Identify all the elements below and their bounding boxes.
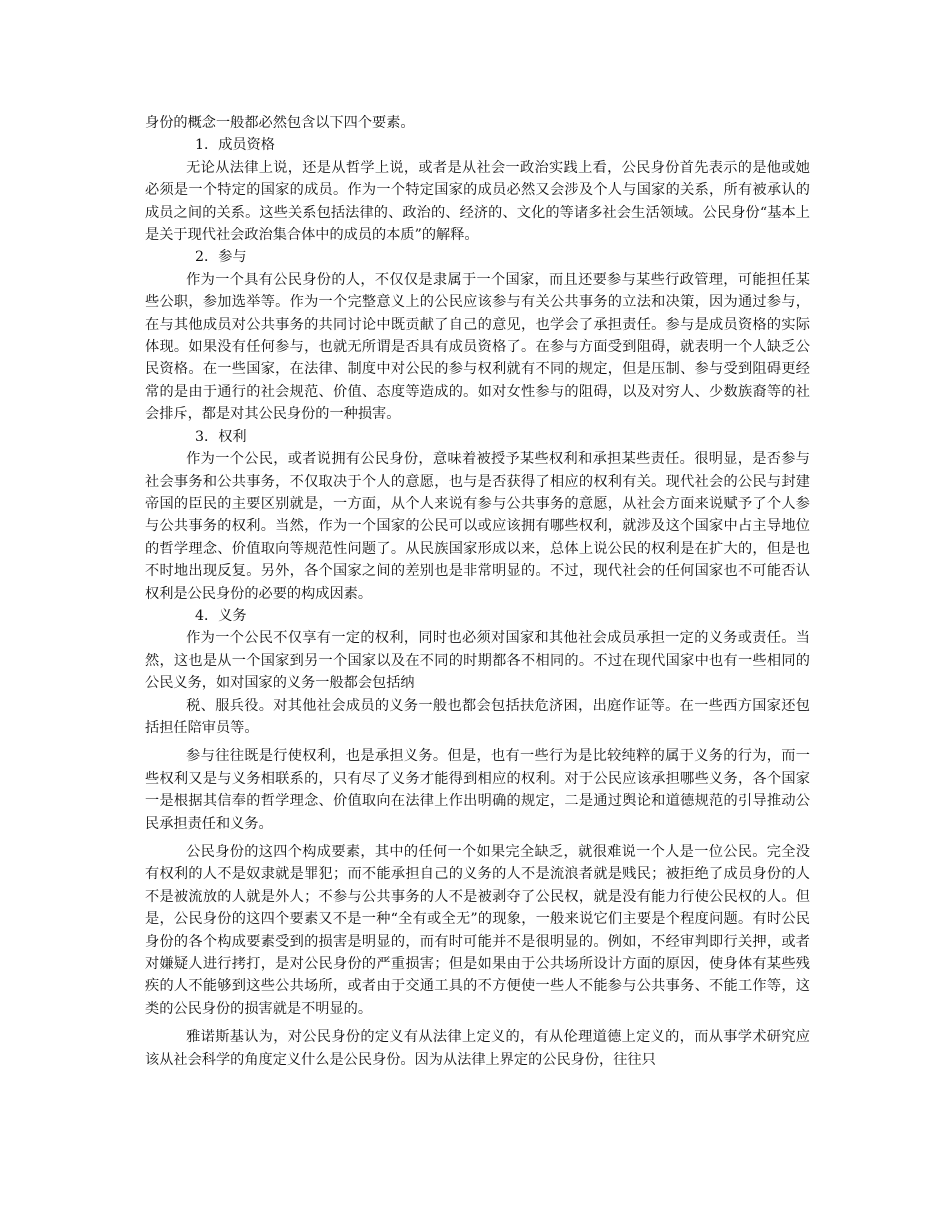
heading-membership: 1．成员资格: [195, 137, 275, 154]
paragraph-participation-duty: 参与往往既是行使权利，也是承担义务。但是，也有一些行为是比较纯粹的属于义务的行为，而一些权利又是与义务相联系的，只有尽了义务才能得到相应的权利。对于公民应该承担哪些义务，各个国家一是根据其信奉的哲学理念、价值取向在法律上作出明确的规定，二是通过舆论和道德规范的引导推动公民承担责任和义务。: [145, 748, 810, 832]
paragraph-duties: 作为一个公民不仅享有一定的权利，同时也必须对国家和其他社会成员承担一定的义务或责任。当然，这也是从一个国家到另一个国家以及在不同的时期都各不相同的。不过在现代国家中也有一些相同的公民义务，如对国家的义务一般都会包括纳: [145, 630, 810, 692]
paragraph-membership: 无论从法律上说，还是从哲学上说，或者是从社会一政治实践上看，公民身份首先表示的是他或她必须是一个特定的国家的成员。作为一个特定国家的成员必然又会涉及个人与国家的关系，所有被承认的成员之间的关系。这些关系包括法律的、政治的、经济的、文化的等诸多社会生活领域。公民身份“基本上是关于现代社会政治集合体中的成员的本质”的解释。: [145, 159, 810, 244]
paragraph-four-elements: 公民身份的这四个构成要素，其中的任何一个如果完全缺乏，就很难说一个人是一位公民。完全没有权利的人不是奴隶就是罪犯；而不能承担自己的义务的人不是流浪者就是贱民；被拒绝了成员身份的人不是被流放的人就是外人；不参与公共事务的人不是被剥夺了公民权，就是没有能力行使公民权的人。但是，公民身份的这四个要素又不是一种“全有或全无”的现象，一般来说它们主要是个程度问题。有时公民身份的各个构成要素受到的损害是明显的，而有时可能并不是很明显的。例如，不经审判即行关押，或者对嫌疑人进行拷打，是对公民身份的严重损害；但是如果由于公共场所设计方面的原因，使身体有某些残疾的人不能够到这些公共场所，或者由于交通工具的不方便使一些人不能参与公共事务、不能工作等，这类的公民身份的损害就是不明显的。: [145, 844, 810, 1017]
heading-participation: 2．参与: [195, 249, 247, 266]
paragraph-participation: 作为一个具有公民身份的人，不仅仅是隶属于一个国家，而且还要参与某些行政管理，可能担任某些公职，参加选举等。作为一个完整意义上的公民应该参与有关公共事务的立法和决策，因为通过参与，在与其他成员对公共事务的共同讨论中既贡献了自己的意见，也学会了承担责任。参与是成员资格的实际体现。如果没有任何参与，也就无所谓是否具有成员资格了。在参与方面受到阻碍，就表明一个人缺乏公民资格。在一些国家，在法律、制度中对公民的参与权利就有不同的规定，但是压制、参与受到阻碍更经常的是由于通行的社会规范、价值、态度等造成的。如对女性参与的阻碍，以及对穷人、少数族裔等的社会排斥，都是对其公民身份的一种损害。: [145, 271, 810, 423]
paragraph-duties-continued: 税、服兵役。对其他社会成员的义务一般也都会包括扶危济困，出庭作证等。在一些西方国家还包括担任陪审员等。: [145, 697, 810, 736]
paragraph-janoski: 雅诺斯基认为，对公民身份的定义有从法律上定义的，有从伦理道德上定义的，而从事学术研究应该从社会科学的角度定义什么是公民身份。因为从法律上界定的公民身份，往往只: [145, 1029, 810, 1068]
heading-rights: 3．权利: [195, 428, 247, 445]
document-page: [145, 112, 810, 1071]
paragraph-rights: 作为一个公民，或者说拥有公民身份，意味着被授予某些权利和承担某些责任。很明显，是否参与社会事务和公共事务，不仅取决于个人的意愿，也与是否获得了相应的权利有关。现代社会的公民与封建帝国的臣民的主要区别就是，一方面，从个人来说有参与公共事务的意愿，从社会方面来说赋予了个人参与公共事务的权利。当然，作为一个国家的公民可以或应该拥有哪些权利，就涉及这个国家中占主导地位的哲学理念、价值取向等规范性问题了。从民族国家形成以来，总体上说公民的权利是在扩大的，但是也不时地出现反复。另外，各个国家之间的差别也是非常明显的。不过，现代社会的任何国家也不可能否认权利是公民身份的必要的构成因素。: [145, 451, 810, 602]
intro-line: 身份的概念一般都必然包含以下四个要素。: [145, 115, 415, 131]
heading-duties: 4．义务: [195, 607, 247, 624]
